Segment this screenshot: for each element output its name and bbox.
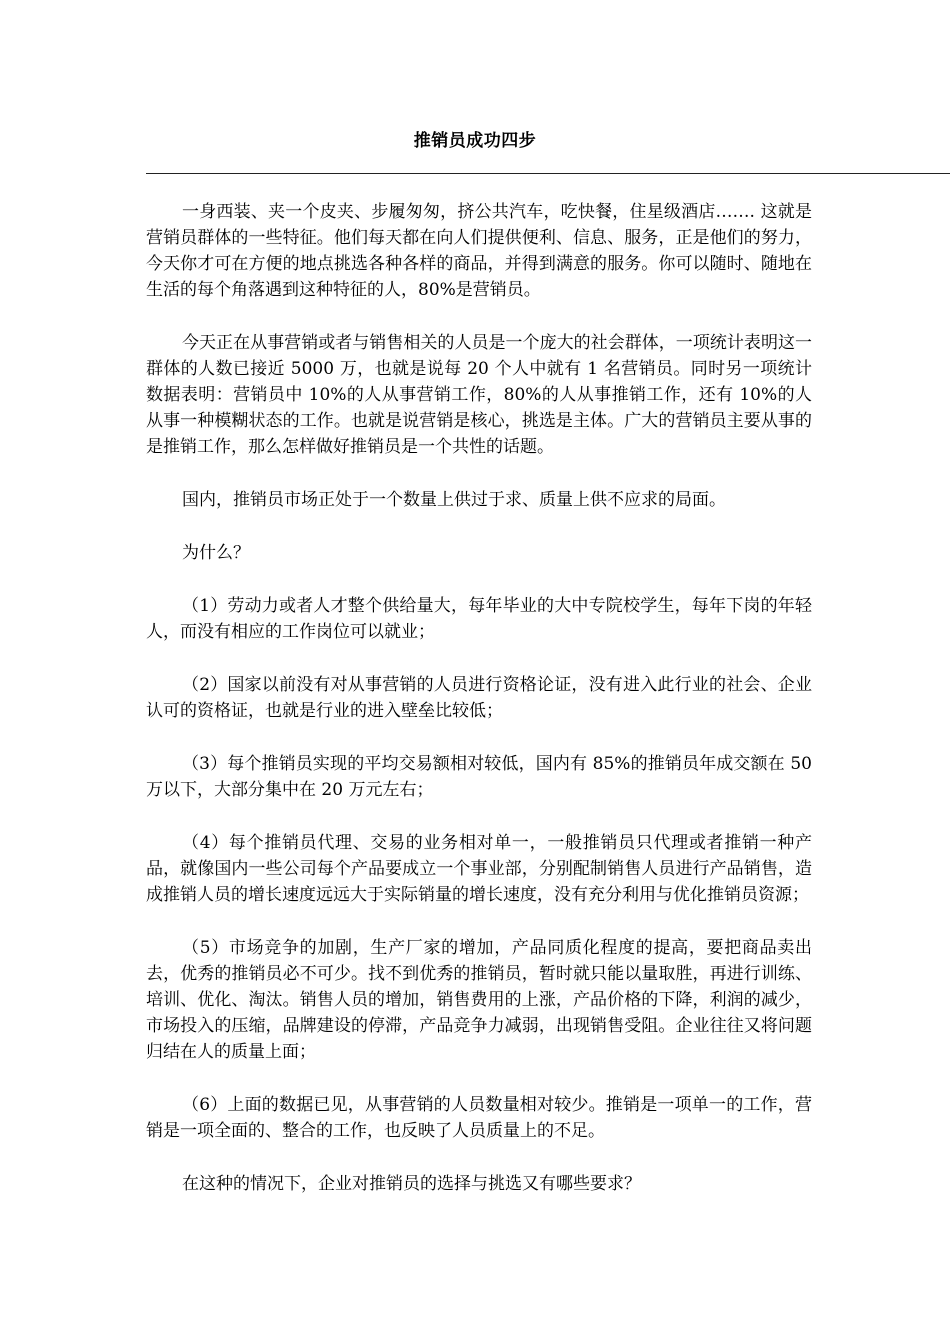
list-item-reason-1: （1）劳动力或者人才整个供给量大，每年毕业的大中专院校学生，每年下岗的年轻人，而没有相应的工作岗位可以就业； xyxy=(146,596,812,642)
list-item-reason-5: （5）市场竞争的加剧，生产厂家的增加，产品同质化程度的提高，要把商品卖出去，优秀的推销员必不可少。找不到优秀的推销员，暂时就只能以量取胜，再进行训练、培训、优化、淘汰。销售人员的增加，销售费用的上涨，产品价格的下降，利润的减少，市场投入的压缩，品牌建设的停滞，产品竞争力减弱，出现销售受阻。企业往往又将问题归结在人的质量上面； xyxy=(146,938,812,1062)
list-item-reason-3: （3）每个推销员实现的平均交易额相对较低，国内有 85%的推销员年成交额在 50 万以下，大部分集中在 20 万元左右； xyxy=(146,754,812,800)
list-item-reason-4: （4）每个推销员代理、交易的业务相对单一，一般推销员只代理或者推销一种产品，就像国内一些公司每个产品要成立一个事业部，分别配制销售人员进行产品销售，造成推销人员的增长速度远远大于实际销量的增长速度，没有充分利用与优化推销员资源； xyxy=(146,833,812,905)
paragraph-question: 为什么？ xyxy=(182,543,250,563)
paragraph-conclusion-question: 在这种的情况下，企业对推销员的选择与挑选又有哪些要求？ xyxy=(182,1174,641,1194)
title-divider xyxy=(146,173,950,174)
document-body xyxy=(146,199,812,1224)
list-item-reason-2: （2）国家以前没有对从事营销的人员进行资格论证，没有进入此行业的社会、企业认可的资格证，也就是行业的进入壁垒比较低； xyxy=(146,675,812,721)
page-title: 推销员成功四步 xyxy=(413,131,537,151)
paragraph-statistics: 今天正在从事营销或者与销售相关的人员是一个庞大的社会群体，一项统计表明这一群体的人数已接近 5000 万，也就是说每 20 个人中就有 1 名营销员。同时另一项统计数据表明：营销员中 10%的人从事营销工作，80%的人从事推销工作，还有 10%的人从事一种模糊状态的工作。也就是说营销是核心，挑选是主体。广大的营销员主要从事的是推销工作，那么怎样做好推销员是一个共性的话题。 xyxy=(146,333,812,457)
list-item-reason-6: （6）上面的数据已见，从事营销的人员数量相对较少。推销是一项单一的工作，营销是一项全面的、整合的工作，也反映了人员质量上的不足。 xyxy=(146,1095,812,1141)
paragraph-market: 国内，推销员市场正处于一个数量上供过于求、质量上供不应求的局面。 xyxy=(182,490,726,510)
paragraph-intro: 一身西装、夹一个皮夹、步履匆匆，挤公共汽车，吃快餐，住星级酒店……. 这就是营销员群体的一些特征。他们每天都在向人们提供便利、信息、服务，正是他们的努力，今天你才可在方便的地点挑选各种各样的商品，并得到满意的服务。你可以随时、随地在生活的每个角落遇到这种特征的人，80%是营销员。 xyxy=(146,202,812,300)
